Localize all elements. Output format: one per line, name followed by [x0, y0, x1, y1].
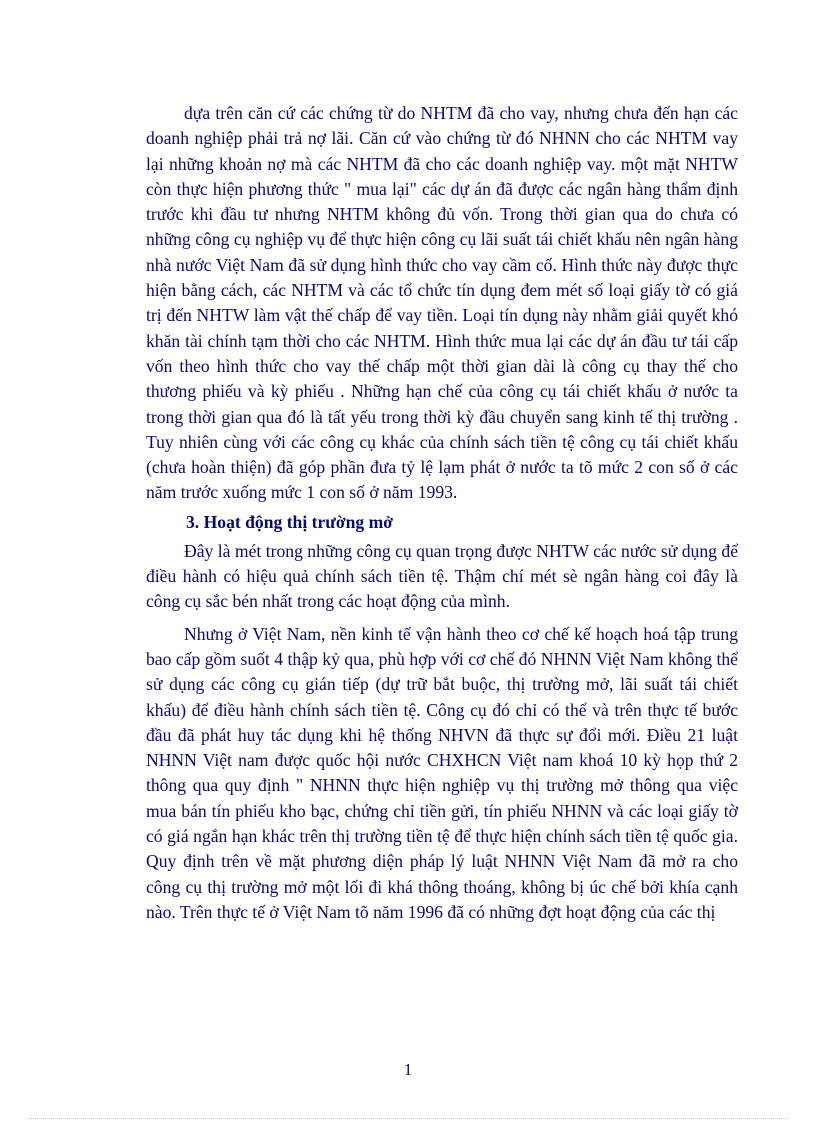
paragraph-open-market-intro: Đây là mét trong những công cụ quan trọng được NHTW các nước sử dụng để điều hành có hiệu quả chính sách tiền tệ. Thậm chí mét sè ngân hàng coi đây là công cụ sắc bén nhất trong các hoạt động của mình. [146, 540, 738, 612]
paragraph-vietnam-context: Nhưng ở Việt Nam, nền kinh tế vận hành theo cơ chế kế hoạch hoá tập trung bao cấp gồm suốt 4 thập kỷ qua, phù hợp với cơ chế đó NHNN Việt Nam không thể sử dụng các công cụ gián tiếp (dự trữ bắt buộc, thị trường mở, lãi suất tái chiết khấu) để điều hành chính sách tiền tệ. Công cụ đó chỉ có thể và trên thực tế bước đầu đã phát huy tác dụng khi hệ thống NHVN đã thực sự đổi mới. Điều 21 luật NHNN Việt nam được quốc hội nước CHXHCN Việt nam khoá 10 kỳ họp thứ 2 thông qua quy định " NHNN thực hiện nghiệp vụ thị trường mở thông qua việc mua bán tín phiếu kho bạc, chứng chỉ tiền gửi, tín phiếu NHNN và các loại giấy tờ có giá ngắn hạn khác trên thị trường tiền tệ để thực hiện chính sách tiền tệ quốc gia. Quy định trên về mặt phương diện pháp lý luật NHNN Việt Nam đã mở ra cho công cụ thị trường mở một lối đi khá thông thoáng, không bị úc chế bởi khía cạnh nào. Trên thực tế ở Việt Nam tõ năm 1996 đã có những đợt hoạt động của các thị [146, 623, 738, 922]
section-heading: 3. Hoạt động thị trường mở [186, 511, 393, 532]
document-body [146, 101, 738, 925]
page-bottom-divider [28, 1118, 788, 1119]
page-number: 1 [403, 1060, 413, 1079]
paragraph-continuation: dựa trên căn cứ các chứng từ do NHTM đã cho vay, nhưng chưa đến hạn các doanh nghiệp phải trả nợ lãi. Căn cứ vào chứng từ đó NHNN cho các NHTM vay lại những khoản nợ mà các NHTM đã cho các doanh nghiệp vay. một mặt NHTW còn thực hiện phương thức " mua lại" các dự án đã được các ngân hàng thẩm định trước khi đầu tư nhưng NHTM không đủ vốn. Trong thời gian qua do chưa có những công cụ nghiệp vụ để thực hiện công cụ lãi suất tái chiết khấu nên ngân hàng nhà nước Việt Nam đã sử dụng hình thức cho vay cầm cố. Hình thức này được thực hiện bằng cách, các NHTM và các tổ chức tín dụng đem mét số loại giấy tờ có giá trị đến NHTW làm vật thế chấp để vay tiền. Loại tín dụng này nhằm giải quyết khó khăn tài chính tạm thời cho các NHTM. Hình thức mua lại các dự án đầu tư tái cấp vốn theo hình thức cho vay thế chấp một thời gian dài là công cụ thay thế cho thương phiếu và kỳ phiếu . Những hạn chế của công cụ tái chiết khấu ở nước ta trong thời gian qua đó là tất yếu trong thời kỳ đầu chuyển sang kinh tế thị trường . Tuy nhiên cùng với các công cụ khác của chính sách tiền tệ công cụ tái chiết khấu (chưa hoàn thiện) đã góp phần đưa tỷ lệ lạm phát ở nước ta tõ mức 2 con số ở các năm trước xuống mức 1 con số ở năm 1993. [146, 103, 738, 503]
